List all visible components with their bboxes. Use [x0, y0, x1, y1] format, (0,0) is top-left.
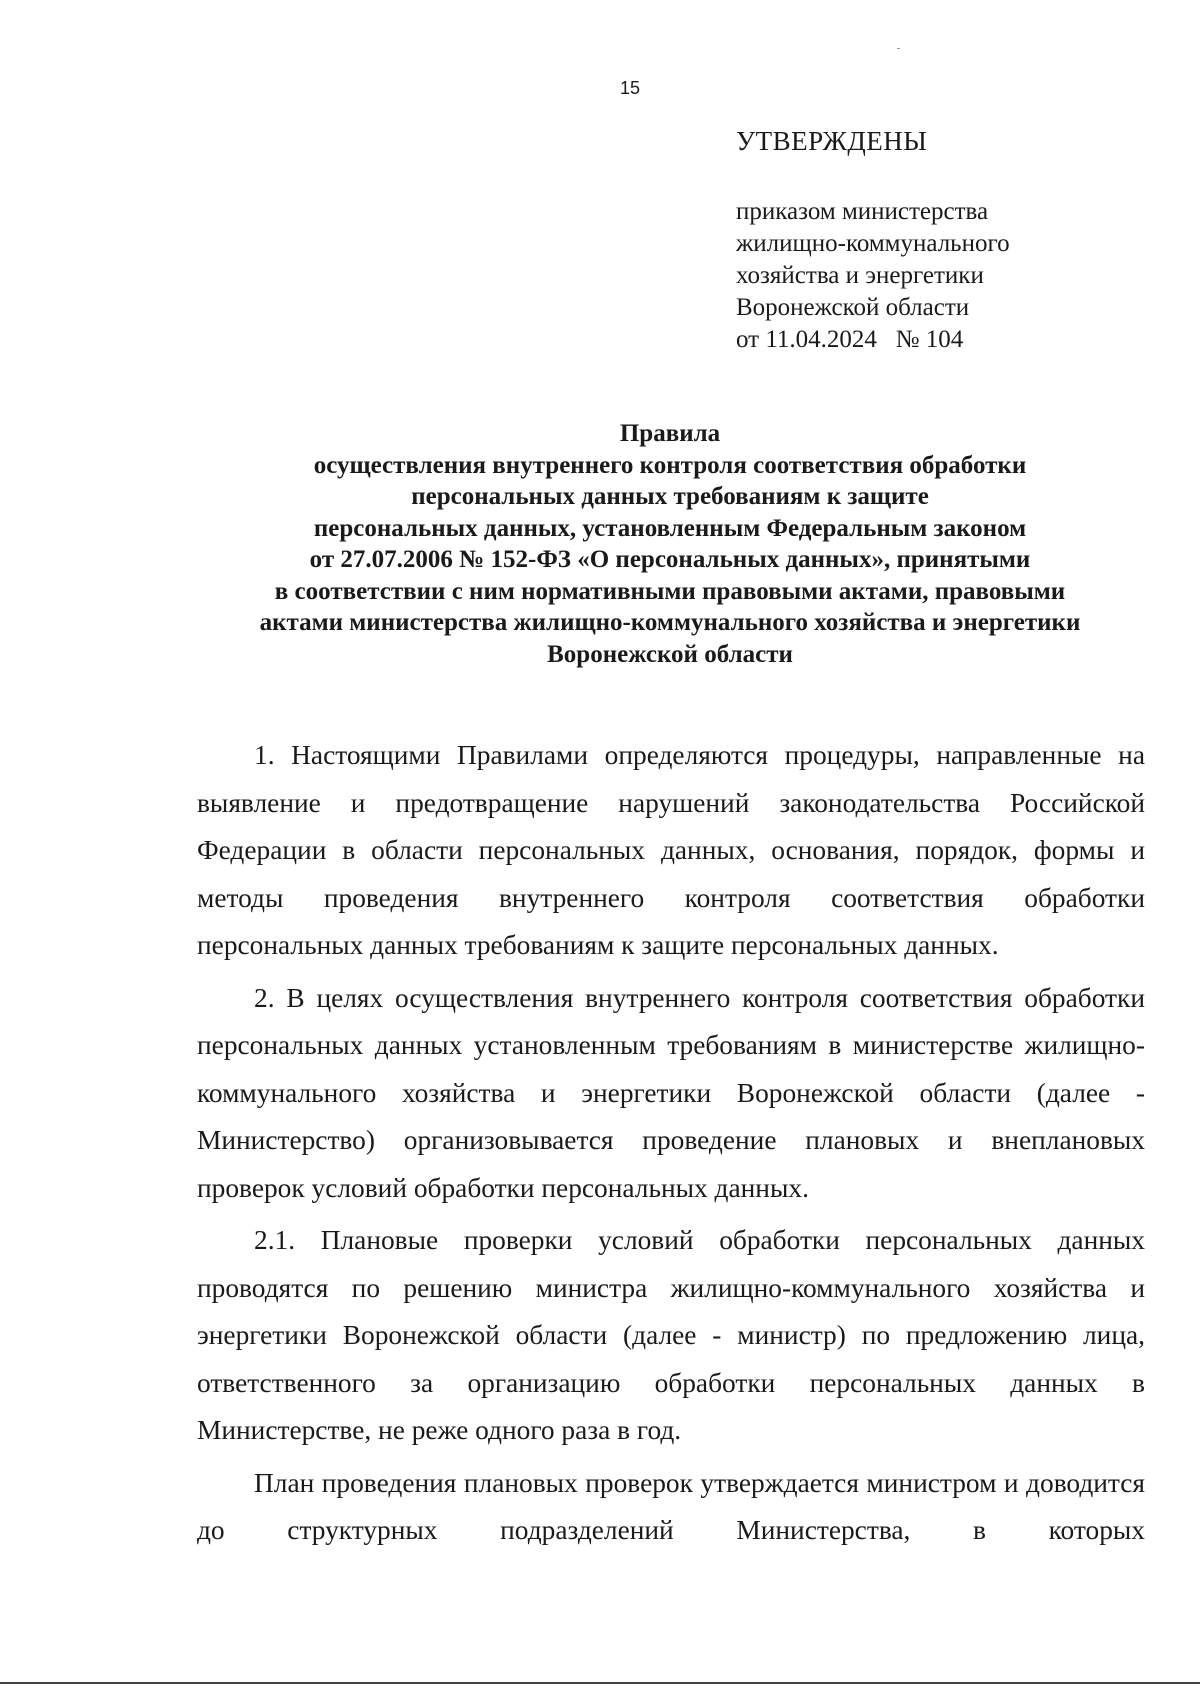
title-line: персональных данных, установленным Федеральным законом [313, 514, 1027, 542]
document-body [197, 732, 1145, 1560]
approval-heading: УТВЕРЖДЕНЫ [736, 126, 928, 156]
approval-line: приказом министерства [736, 198, 989, 225]
title-line: осуществления внутреннего контроля соответствия обработки [313, 451, 1027, 479]
title-line: персональных данных требованиям к защите [411, 483, 929, 510]
approval-line: Воронежской области [736, 294, 970, 321]
approval-order-date-number: от 11.04.2024 № 104 [736, 326, 964, 353]
scan-artifact [897, 48, 900, 49]
approval-line: жилищно-коммунального [736, 230, 1010, 257]
paragraph-2: 2. В целях осуществления внутреннего контроля соответствия обработки персональных данных установленным требованиям в министерстве жилищно-коммунального хозяйства и энергетики Воронежской области (далее - Министерство) организовывается проведение плановых и внеплановых проверок условий обработки персональных данных. [197, 982, 1145, 1203]
title-line: актами министерства жилищно-коммунального хозяйства и энергетики [259, 609, 1081, 636]
approval-block [736, 196, 1010, 356]
paragraph-plan: План проведения плановых проверок утверждается министром и доводится до структурных подразделений Министерства, в которых [197, 1467, 1145, 1545]
paragraph-1: 1. Настоящими Правилами определяются процедуры, направленные на выявление и предотвращение нарушений законодательства Российской Федерации в области персональных данных, основания, порядок, формы и методы проведения внутреннего контроля соответствия обработки персональных данных требованиям к защите персональных данных. [197, 740, 1145, 960]
title-line: от 27.07.2006 № 152-ФЗ «О персональных данных», принятыми [309, 546, 1031, 573]
title-line: Воронежской области [547, 640, 793, 668]
paragraph-2-1: 2.1. Плановые проверки условий обработки персональных данных проводятся по решению министра жилищно-коммунального хозяйства и энергетики Воронежской области (далее - министр) по предложению лица, ответственного за организацию обработки персональных данных в Министерстве, не реже одного раза в год. [197, 1225, 1145, 1445]
document-title [190, 418, 1150, 670]
scan-bottom-edge [0, 1682, 1200, 1684]
page-number: 15 [619, 78, 641, 98]
approval-line: хозяйства и энергетики [736, 262, 984, 289]
title-line: Правила [619, 420, 721, 447]
title-line: в соответствии с ним нормативными правовыми актами, правовыми [274, 577, 1066, 605]
